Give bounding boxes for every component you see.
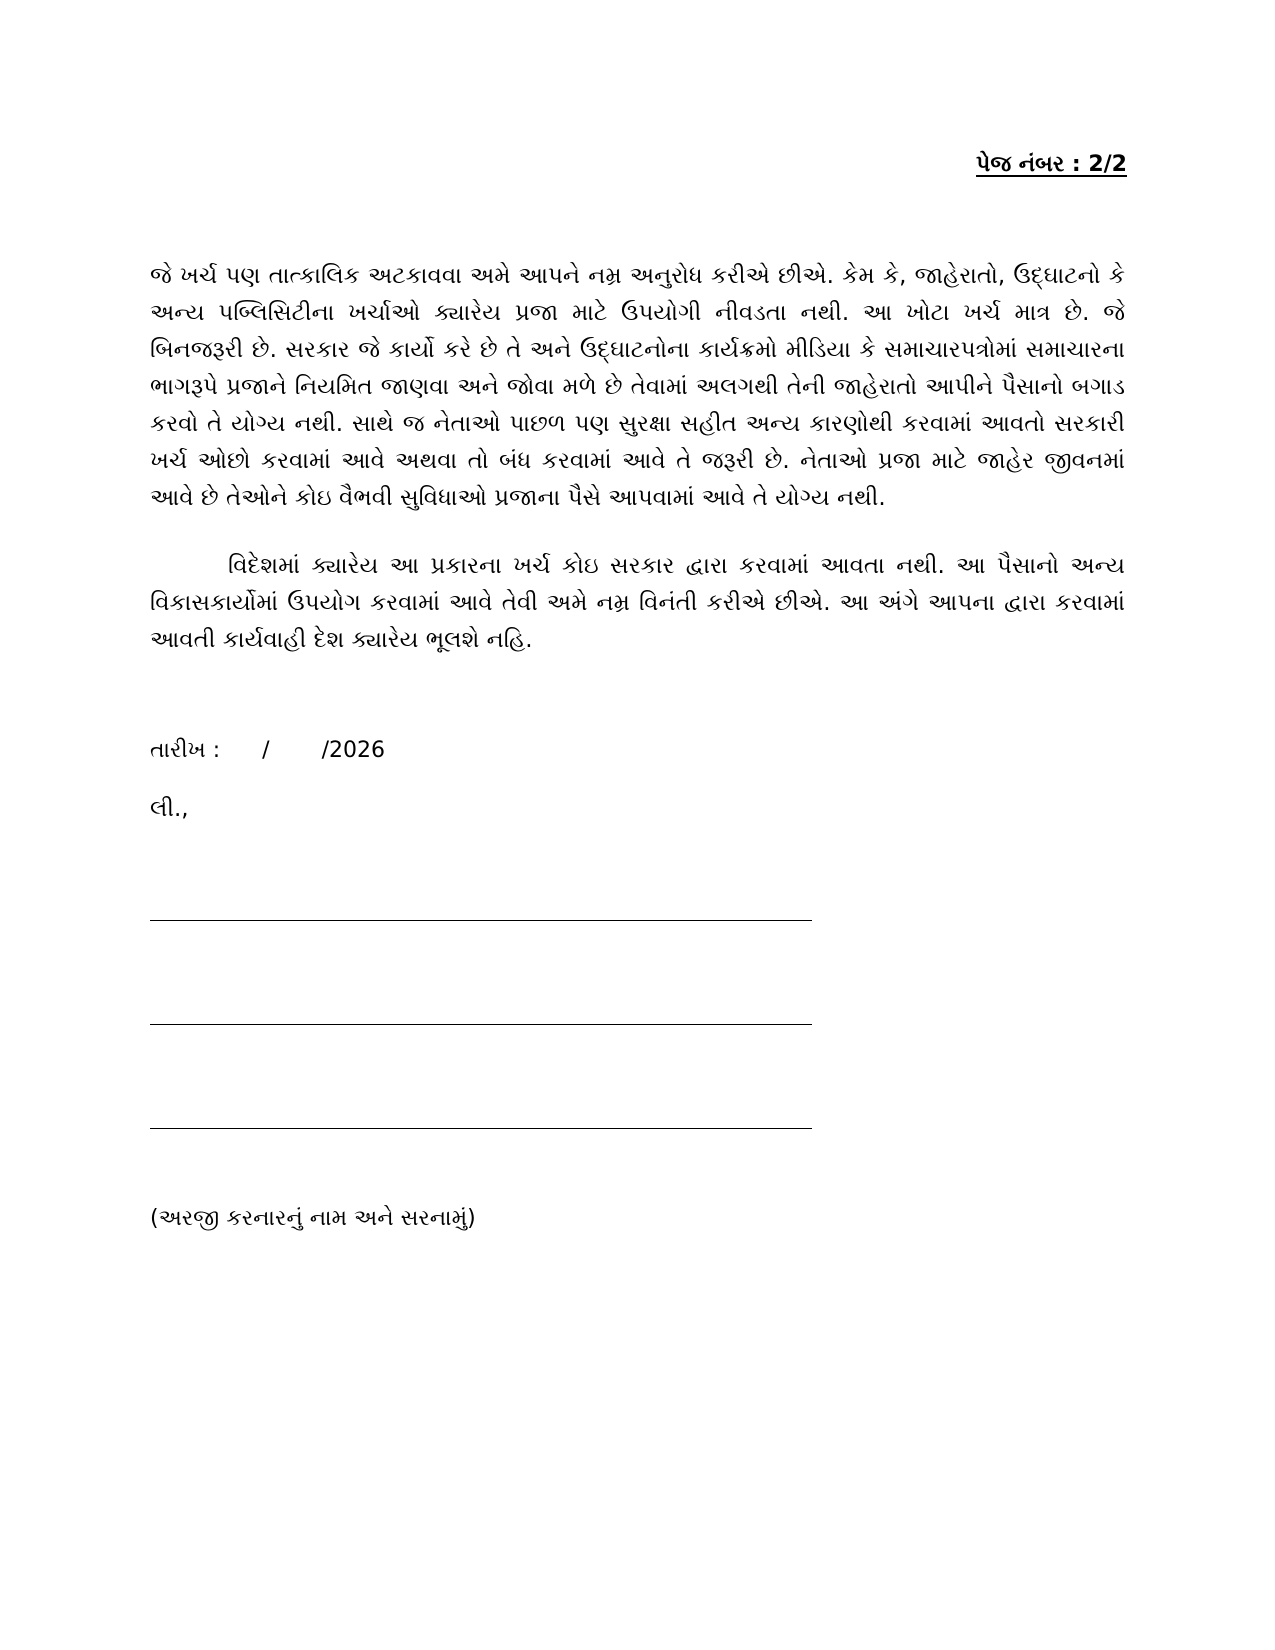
body-paragraph-1: જે ખર્ચ પણ તાત્કાલિક અટકાવવા અમે આપને નમ્ર અનુરોધ કરીએ છીએ. કેમ કે, જાહેરાતો, ઉદ્ઘાટનો કે અન્ય પબ્લિસિટીના ખર્ચાઓ ક્યારેય પ્રજા માટે ઉપયોગી નીવડતા નથી. આ ખોટા ખર્ચ માત્ર છે. જે બિનજરૂરી છે. સરકાર જે કાર્યો કરે છે તે અને ઉદ્ઘાટનોના કાર્યક્રમો મીડિયા કે સમાચારપત્રોમાં સમાચારના ભાગરૂપે પ્રજાને નિયમિત જાણવા અને જોવા મળે છે તેવામાં અલગથી તેની જાહેરાતો આપીને પૈસાનો બગાડ કરવો તે યોગ્ય નથી. સાથે જ નેતાઓ પાછળ પણ સુરક્ષા સહીત અન્ય કારણોથી કરવામાં આવતો સરકારી ખર્ચ ઓછો કરવામાં આવે અથવા તો બંધ કરવામાં આવે તે જરૂરી છે. નેતાઓ પ્રજા માટે જાહેર જીવનમાં આવે છે તેઓને કોઇ વૈભવી સુવિધાઓ પ્રજાના પૈસે આપવામાં આવે તે યોગ્ય નથી.: [150, 263, 1125, 511]
signature-line-1: [150, 920, 812, 921]
signature-line-3: [150, 1128, 812, 1129]
date-label: તારીખ :: [150, 738, 221, 763]
signature-line-2: [150, 1024, 812, 1025]
date-year: /2026: [321, 738, 385, 763]
page-number: પેજ નંબર : 2/2: [976, 152, 1127, 177]
date-line: [150, 738, 385, 763]
applicant-name-address-caption: (અરજી કરનારનું નામ અને સરનામું): [150, 1206, 476, 1231]
date-slash: /: [262, 738, 270, 763]
salutation: લી.,: [150, 796, 189, 822]
body-paragraph-2: વિદેશમાં ક્યારેય આ પ્રકારના ખર્ચ કોઇ સરકાર દ્વારા કરવામાં આવતા નથી. આ પૈસાનો અન્ય વિકાસકાર્યોમાં ઉપયોગ કરવામાં આવે તેવી અમે નમ્ર વિનંતી કરીએ છીએ. આ અંગે આપના દ્વારા કરવામાં આવતી કાર્યવાહી દેશ ક્યારેય ભૂલશે નહિ.: [150, 553, 1125, 653]
